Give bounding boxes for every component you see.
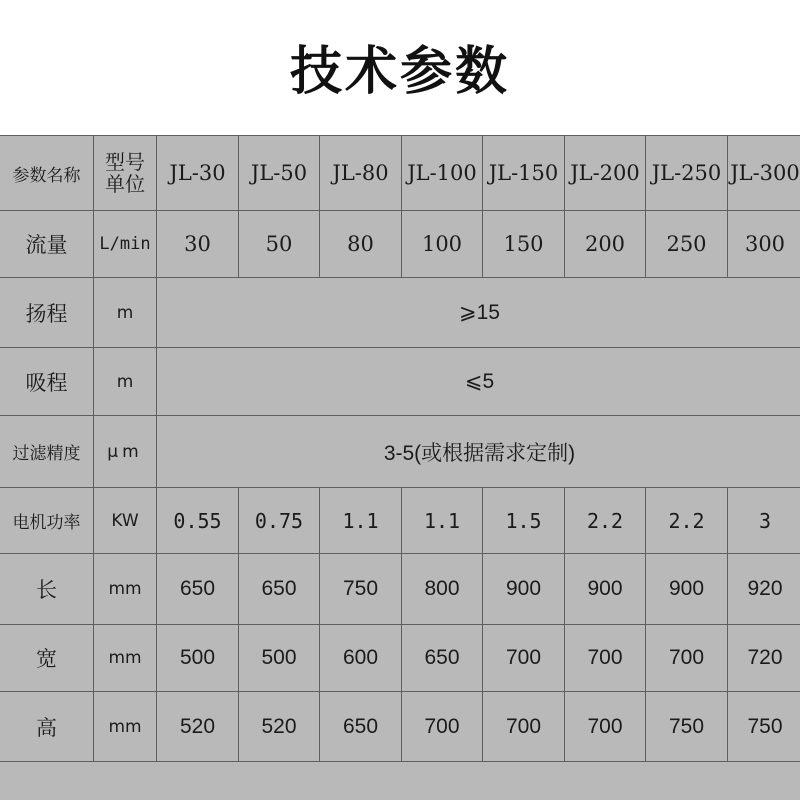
suction-row xyxy=(0,348,800,416)
table-cell: 900 xyxy=(565,554,646,625)
table-cell: 2.2 xyxy=(565,488,646,554)
table-cell: 300 xyxy=(728,211,800,278)
model-header: JL-200 xyxy=(565,136,646,211)
table-cell: 0.75 xyxy=(239,488,320,554)
table-cell: 700 xyxy=(565,692,646,762)
table-cell: 720 xyxy=(728,625,800,692)
model-header: JL-50 xyxy=(239,136,320,211)
title-bar xyxy=(0,0,800,135)
table-cell: 900 xyxy=(646,554,728,625)
row-unit: mm xyxy=(94,554,157,625)
model-unit-header xyxy=(94,136,157,211)
row-label: 长 xyxy=(0,554,94,625)
head-row xyxy=(0,278,800,348)
row-unit: L/min xyxy=(94,211,157,278)
row-label: 电机功率 xyxy=(0,488,94,554)
param-name-header: 参数名称 xyxy=(0,136,94,211)
row-unit: μm xyxy=(94,416,157,488)
table-cell: 700 xyxy=(483,692,565,762)
model-header-label: 型号 xyxy=(105,151,145,173)
row-unit: mm xyxy=(94,625,157,692)
table-cell: 600 xyxy=(320,625,402,692)
table-cell: 900 xyxy=(483,554,565,625)
table-cell: 150 xyxy=(483,211,565,278)
table-cell: 80 xyxy=(320,211,402,278)
table-cell: 1.5 xyxy=(483,488,565,554)
row-unit: mm xyxy=(94,692,157,762)
model-header: JL-150 xyxy=(483,136,565,211)
flow-row xyxy=(0,211,800,278)
table-cell: 750 xyxy=(320,554,402,625)
length-row xyxy=(0,554,800,625)
table-cell: 650 xyxy=(239,554,320,625)
spec-table xyxy=(0,135,800,802)
unit-header-label: 单位 xyxy=(105,173,145,195)
spec-table-container xyxy=(0,135,800,800)
header-row xyxy=(0,136,800,211)
row-label: 过滤精度 xyxy=(0,416,94,488)
merged-value-cell: ⩾15 xyxy=(157,278,800,348)
filter-row xyxy=(0,416,800,488)
model-header: JL-300 xyxy=(728,136,800,211)
table-cell: 250 xyxy=(646,211,728,278)
power-row xyxy=(0,488,800,554)
table-cell: 520 xyxy=(157,692,239,762)
table-cell: 650 xyxy=(157,554,239,625)
table-cell: 30 xyxy=(157,211,239,278)
page-title: 技术参数 xyxy=(290,29,510,104)
model-header: JL-250 xyxy=(646,136,728,211)
table-cell: 650 xyxy=(402,625,483,692)
row-unit: KW xyxy=(94,488,157,554)
table-cell: 1.1 xyxy=(402,488,483,554)
row-label: 宽 xyxy=(0,625,94,692)
table-cell: 650 xyxy=(320,692,402,762)
row-label: 高 xyxy=(0,692,94,762)
table-cell: 800 xyxy=(402,554,483,625)
table-cell: 2.2 xyxy=(646,488,728,554)
model-header: JL-100 xyxy=(402,136,483,211)
table-cell: 500 xyxy=(157,625,239,692)
table-cell: 500 xyxy=(239,625,320,692)
model-header: JL-30 xyxy=(157,136,239,211)
row-label: 扬程 xyxy=(0,278,94,348)
table-cell: 920 xyxy=(728,554,800,625)
table-cell: 750 xyxy=(646,692,728,762)
trailing-row xyxy=(0,762,800,802)
table-cell: 50 xyxy=(239,211,320,278)
table-cell: 1.1 xyxy=(320,488,402,554)
width-row xyxy=(0,625,800,692)
table-cell: 750 xyxy=(728,692,800,762)
table-cell: 3 xyxy=(728,488,800,554)
table-cell: 0.55 xyxy=(157,488,239,554)
merged-value-cell: ⩽5 xyxy=(157,348,800,416)
table-cell: 520 xyxy=(239,692,320,762)
table-spacer xyxy=(0,762,800,802)
row-label: 流量 xyxy=(0,211,94,278)
table-cell: 200 xyxy=(565,211,646,278)
table-cell: 700 xyxy=(402,692,483,762)
row-label: 吸程 xyxy=(0,348,94,416)
table-cell: 700 xyxy=(565,625,646,692)
merged-value-cell: 3-5(或根据需求定制) xyxy=(157,416,800,488)
row-unit: m xyxy=(94,278,157,348)
table-cell: 700 xyxy=(483,625,565,692)
height-row xyxy=(0,692,800,762)
table-cell: 700 xyxy=(646,625,728,692)
model-header: JL-80 xyxy=(320,136,402,211)
table-cell: 100 xyxy=(402,211,483,278)
row-unit: m xyxy=(94,348,157,416)
